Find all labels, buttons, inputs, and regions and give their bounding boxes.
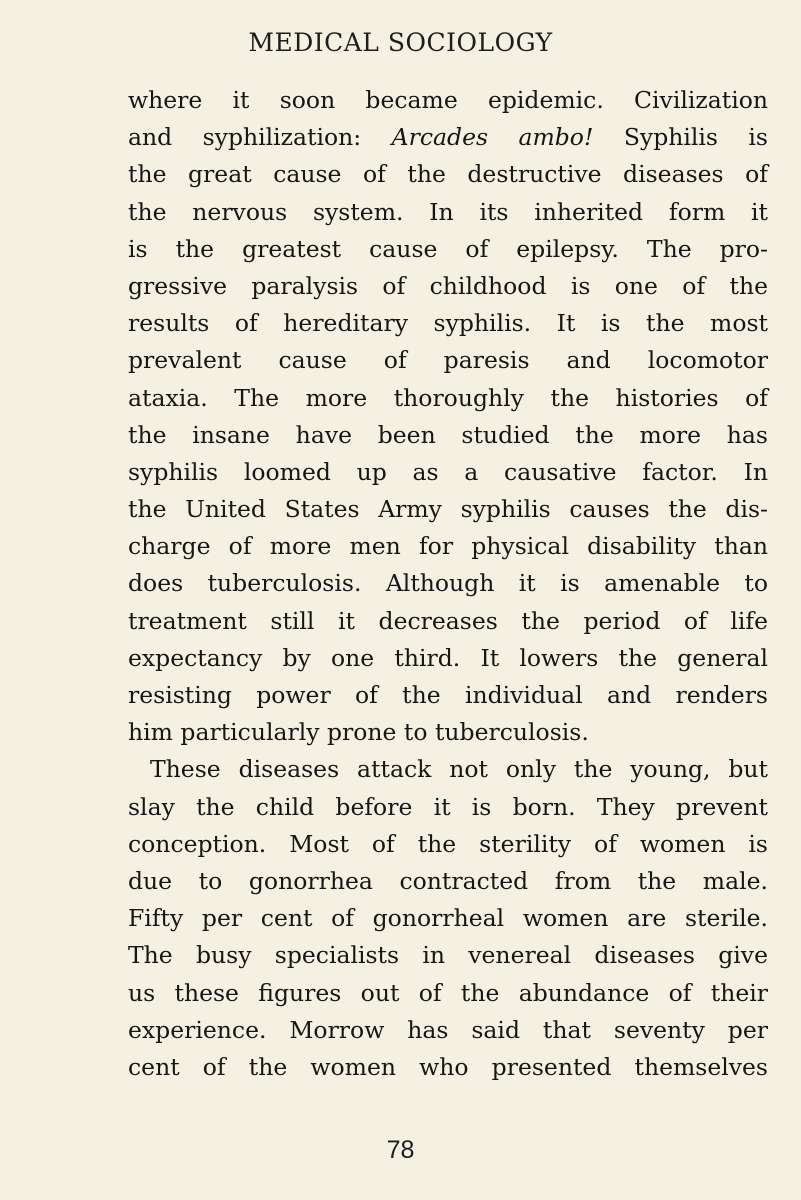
text-line: ataxia. The more thoroughly the histories of <box>128 383 768 412</box>
text-line: the nervous system. In its inherited form it <box>128 197 768 226</box>
text-line: charge of more men for physical disability than <box>128 532 768 561</box>
text-line: results of hereditary syphilis. It is the most <box>128 309 768 338</box>
text-line: conception. Most of the sterility of women is <box>128 829 768 858</box>
italic-phrase: Arcades ambo! <box>391 123 594 152</box>
body-text <box>128 82 768 1086</box>
text-line: syphilis loomed up as a causative factor. In <box>128 457 768 486</box>
text-line: us these figures out of the abundance of their <box>128 978 768 1007</box>
text-line: cent of the women who presented themselves <box>128 1052 768 1081</box>
text-line: does tuberculosis. Although it is amenable to <box>128 569 768 598</box>
text-line: where it soon became epidemic. Civilization <box>128 86 768 114</box>
text-line <box>128 119 768 156</box>
text-segment: and syphilization: <box>128 123 392 152</box>
text-line: the United States Army syphilis causes the dis- <box>128 495 768 524</box>
page-number: 78 <box>386 1136 415 1164</box>
text-line: expectancy by one third. It lowers the general <box>128 643 768 672</box>
text-line: experience. Morrow has said that seventy per <box>128 1015 768 1044</box>
text-line: treatment still it decreases the period of life <box>128 606 768 635</box>
text-line: The busy specialists in venereal diseases give <box>128 941 768 970</box>
text-line: Fifty per cent of gonorrheal women are sterile. <box>128 904 768 933</box>
text-line: prevalent cause of paresis and locomotor <box>128 346 768 375</box>
text-line: the great cause of the destructive diseases of <box>128 160 768 189</box>
running-head: MEDICAL SOCIOLOGY <box>248 28 553 57</box>
paragraph-start-line: These diseases attack not only the young, but <box>150 755 768 784</box>
paragraph-end-line: him particularly prone to tuberculosis. <box>128 718 589 747</box>
text-line: gressive paralysis of childhood is one of the <box>128 271 768 300</box>
text-line: is the greatest cause of epilepsy. The pro- <box>128 234 768 263</box>
text-segment: Syphilis is <box>593 123 768 152</box>
text-line: the insane have been studied the more has <box>128 420 768 449</box>
text-line: slay the child before it is born. They prevent <box>128 792 768 821</box>
text-line: resisting power of the individual and renders <box>128 681 768 709</box>
text-line: due to gonorrhea contracted from the male. <box>128 866 768 895</box>
